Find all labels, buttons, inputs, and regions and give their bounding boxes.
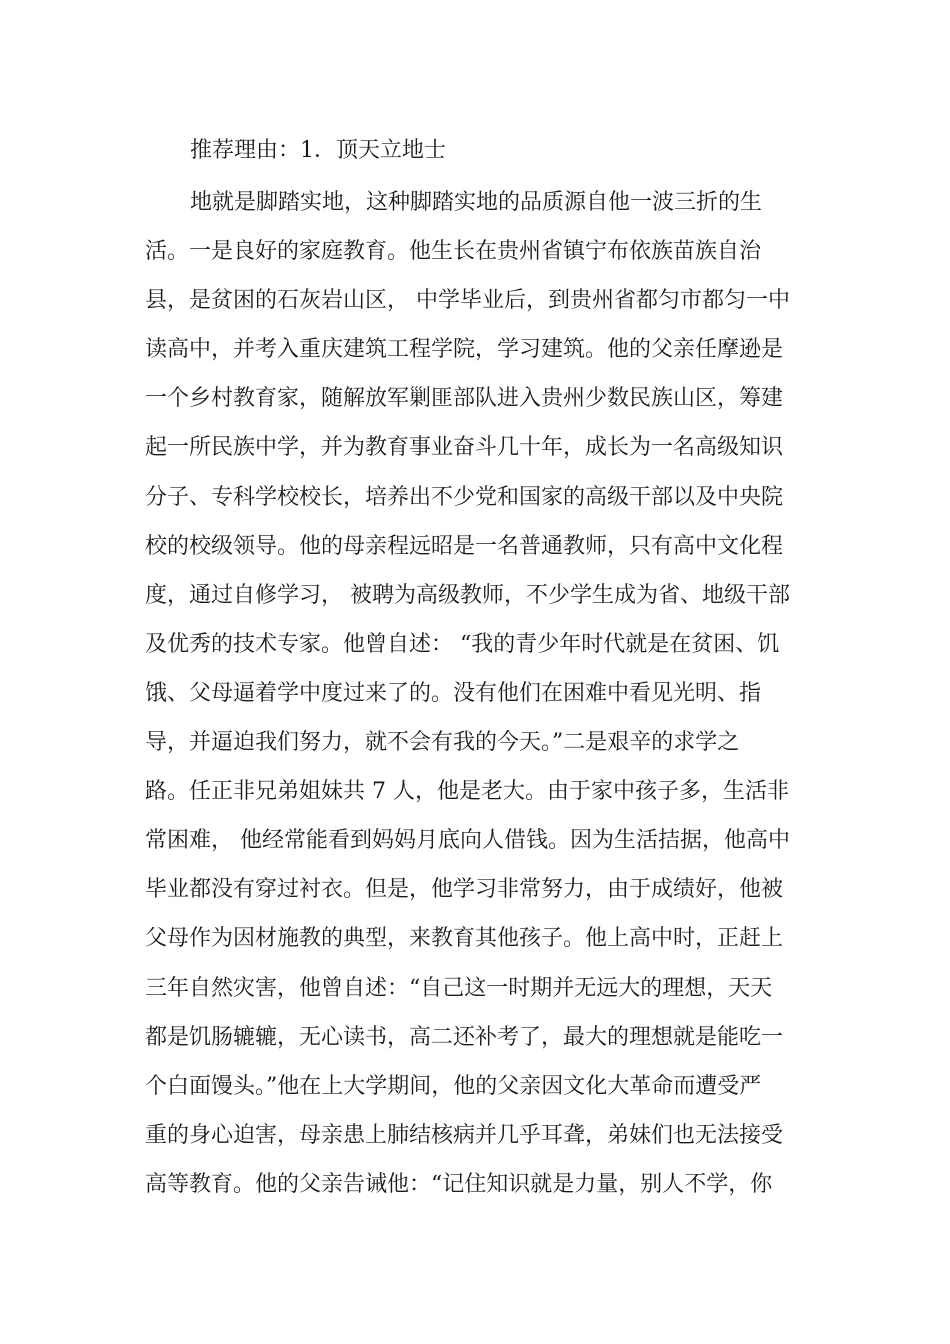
text-line: 活。一是良好的家庭教育。他生长在贵州省镇宁布依族苗族自治	[145, 239, 762, 265]
section-heading: 推荐理由：1．顶天立地士	[190, 138, 446, 163]
text-line: 校的校级领导。他的母亲程远昭是一名普通教师，只有高中文化程	[145, 533, 784, 559]
text-line: 分子、专科学校校长，培养出不少党和国家的高级干部以及中央院	[145, 484, 784, 510]
text-line: 一个乡村教育家，随解放军剿匪部队进入贵州少数民族山区，筹建	[145, 386, 784, 412]
text-line: 父母作为因材施教的典型，来教育其他孩子。他上高中时，正赶上	[145, 926, 784, 952]
text-line: 县，是贫困的石灰岩山区， 中学毕业后，到贵州省都匀市都匀一中	[145, 288, 790, 314]
text-line: 路。任正非兄弟姐妹共 7 人，他是老大。由于家中孩子多，生活非	[145, 779, 789, 805]
text-line: 及优秀的技术专家。他曾自述： “我的青少年时代就是在贫困、饥	[145, 631, 780, 657]
body-paragraph	[145, 178, 805, 1209]
text-line: 地就是脚踏实地，这种脚踏实地的品质源自他一波三折的生	[190, 190, 763, 215]
text-line: 高等教育。他的父亲告诫他：“记住知识就是力量，别人不学，你	[145, 1171, 773, 1197]
text-line: 毕业都没有穿过衬衣。但是，他学习非常努力，由于成绩好，他被	[145, 877, 784, 903]
text-line: 起一所民族中学，并为教育事业奋斗几十年，成长为一名高级知识	[145, 435, 784, 461]
text-line: 三年自然灾害，他曾自述：“自己这一时期并无远大的理想，天天	[145, 975, 773, 1001]
text-line: 饿、父母逼着学中度过来了的。没有他们在困难中看见光明、指	[145, 680, 762, 706]
text-line: 常困难， 他经常能看到妈妈月底向人借钱。因为生活拮据，他高中	[145, 828, 790, 854]
text-line: 都是饥肠辘辘，无心读书，高二还补考了，最大的理想就是能吃一	[145, 1024, 784, 1050]
text-line: 重的身心迫害，母亲患上肺结核病并几乎耳聋，弟妹们也无法接受	[145, 1122, 784, 1148]
text-line: 导，并逼迫我们努力，就不会有我的今天。”二是艰辛的求学之	[145, 730, 740, 756]
text-line: 读高中，并考入重庆建筑工程学院，学习建筑。他的父亲任摩逊是	[145, 337, 784, 363]
text-line: 度，通过自修学习， 被聘为高级教师，不少学生成为省、地级干部	[145, 582, 790, 608]
text-line: 个白面馒头。”他在上大学期间，他的父亲因文化大革命而遭受严	[145, 1073, 762, 1099]
